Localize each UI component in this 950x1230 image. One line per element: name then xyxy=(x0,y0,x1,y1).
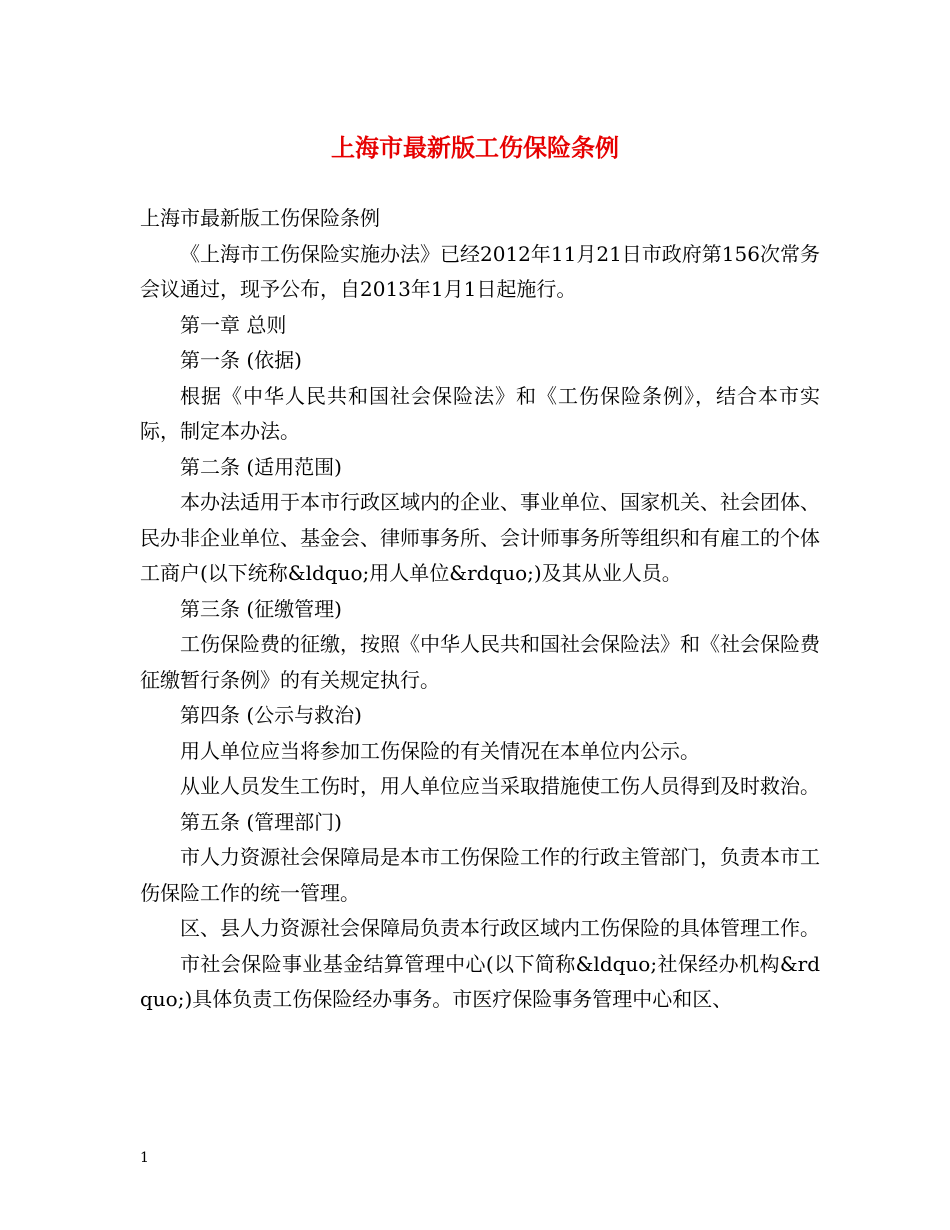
paragraph: 《上海市工伤保险实施办法》已经2012年11月21日市政府第156次常务会议通过，现予公布，自2013年1月1日起施行。 xyxy=(140,241,820,301)
document-body xyxy=(140,201,820,1018)
paragraph: 区、县人力资源社会保障局负责本行政区域内工伤保险的具体管理工作。 xyxy=(180,916,820,940)
paragraph: 第一条 (依据) xyxy=(180,348,302,372)
paragraph: 工伤保险费的征缴，按照《中华人民共和国社会保险法》和《社会保险费征缴暂行条例》的有关规定执行。 xyxy=(140,632,820,692)
paragraph: 第四条 (公示与救治) xyxy=(180,703,362,727)
paragraph: 第五条 (管理部门) xyxy=(180,809,342,834)
paragraph: 第三条 (征缴管理) xyxy=(180,596,342,621)
paragraph: 本办法适用于本市行政区域内的企业、事业单位、国家机关、社会团体、民办非企业单位、基金会、律师事务所、会计师事务所等组织和有雇工的个体工商户(以下统称&ldquo;用人单位&rdquo;)及其从业人员。 xyxy=(140,490,820,585)
page-number: 1 xyxy=(140,1150,149,1166)
paragraph: 根据《中华人民共和国社会保险法》和《工伤保险条例》，结合本市实际，制定本办法。 xyxy=(140,383,820,443)
paragraph: 上海市最新版工伤保险条例 xyxy=(140,206,380,230)
paragraph: 第二条 (适用范围) xyxy=(180,454,342,479)
paragraph: 用人单位应当将参加工伤保险的有关情况在本单位内公示。 xyxy=(180,738,700,763)
document-title: 上海市最新版工伤保险条例 xyxy=(331,133,619,162)
paragraph: 第一章 总则 xyxy=(180,312,287,337)
paragraph: 市社会保险事业基金结算管理中心(以下简称&ldquo;社保经办机构&rdquo;)具体负责工伤保险经办事务。市医疗保险事务管理中心和区、 xyxy=(140,951,820,1011)
paragraph: 市人力资源社会保障局是本市工伤保险工作的行政主管部门，负责本市工伤保险工作的统一管理。 xyxy=(140,845,820,905)
paragraph: 从业人员发生工伤时，用人单位应当采取措施使工伤人员得到及时救治。 xyxy=(180,774,820,798)
